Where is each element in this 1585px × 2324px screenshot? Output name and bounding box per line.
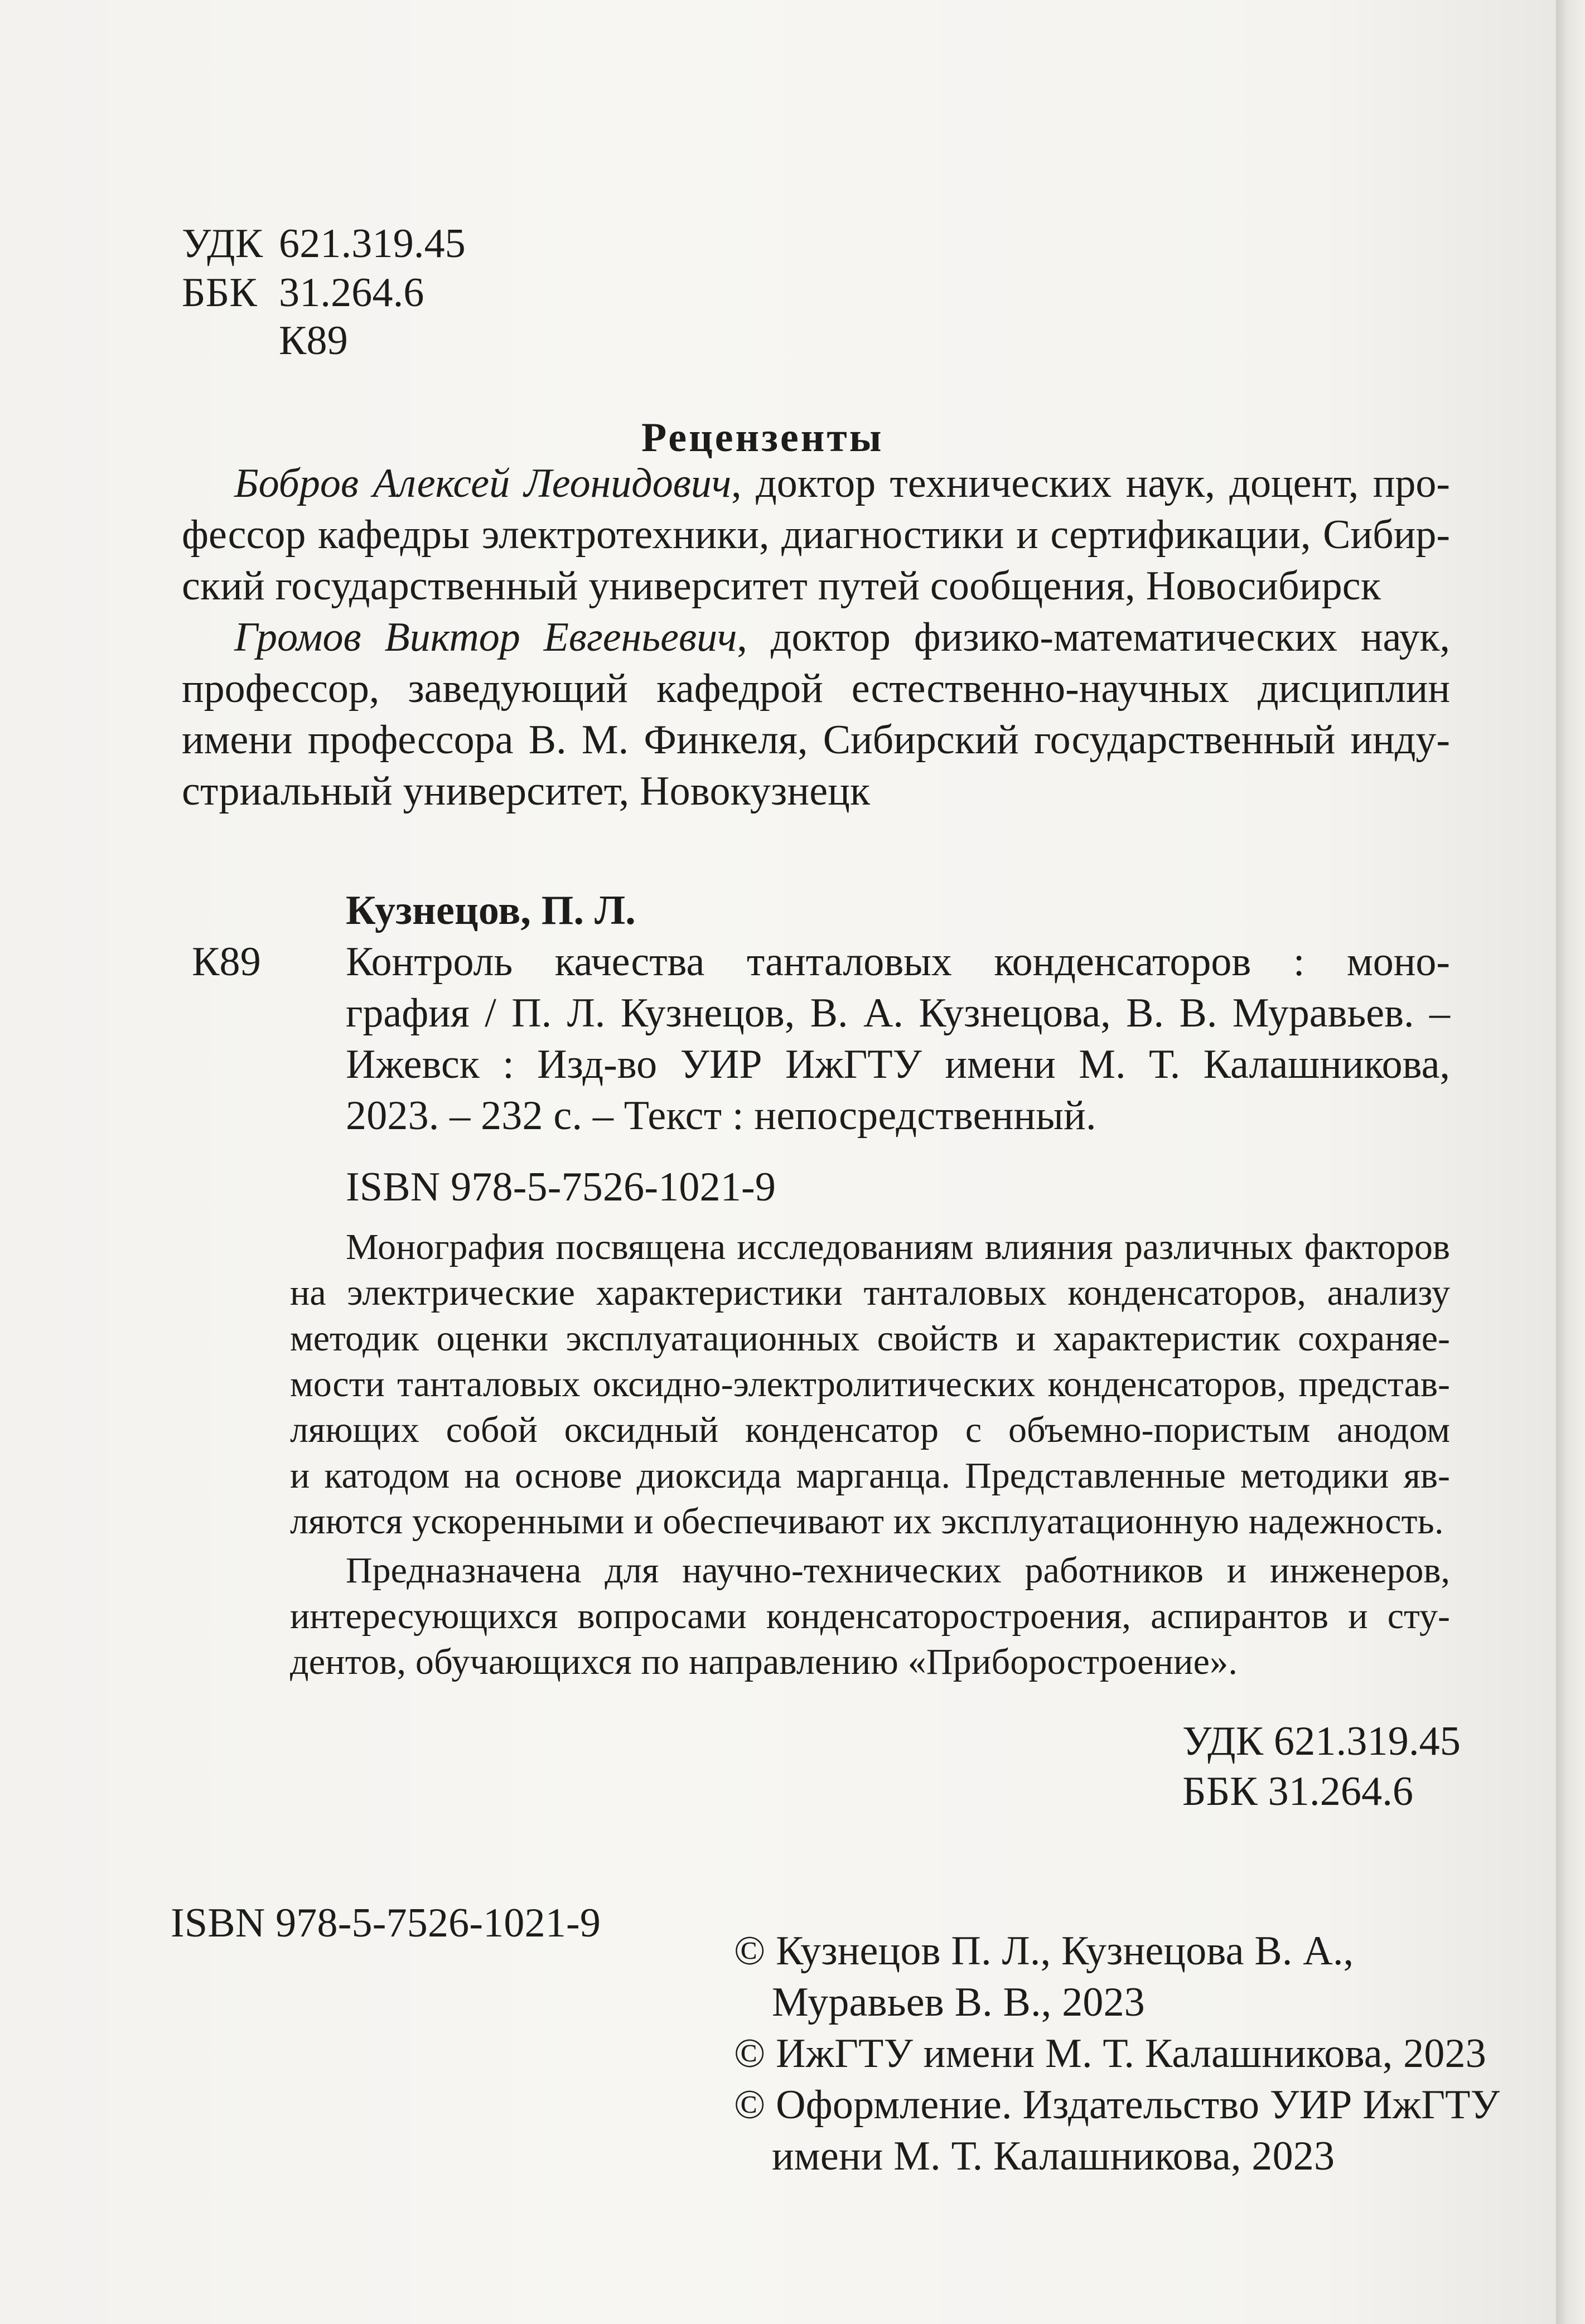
copyright-1-line-1: © Кузнецов П. Л., Кузнецова В. А., xyxy=(734,1928,1354,1974)
copyright-3-line-1: © Оформление. Издательство УИР ИжГТУ xyxy=(734,2082,1500,2128)
author-mark: К89 xyxy=(279,318,348,364)
annotation-p1-line-1: Монография посвящена исследованиям влияния различных факторов xyxy=(346,1227,1450,1267)
reviewer-1-name: Бобров Алексей Леонидович xyxy=(234,461,732,506)
copyright-3-line-2: имени М. Т. Калашникова, 2023 xyxy=(772,2133,1335,2179)
annotation-p1-line-5: ляющих собой оксидный конденсатор с объемно-пористым анодом xyxy=(290,1410,1450,1450)
copyright-2: © ИжГТУ имени М. Т. Калашникова, 2023 xyxy=(734,2031,1486,2076)
udk-value: 621.319.45 xyxy=(279,221,466,267)
record-line-2: графия / П. Л. Кузнецов, В. А. Кузнецова, В. В. Муравьев. – xyxy=(346,990,1450,1036)
record-author: Кузнецов, П. Л. xyxy=(346,888,636,933)
annotation-p1-line-3: методик оценки эксплуатационных свойств и характеристик сохраняе- xyxy=(290,1318,1450,1359)
annotation-p1-line-6: и катодом на основе диоксида марганца. Представленные методики яв- xyxy=(290,1455,1450,1496)
footer-udk: УДК 621.319.45 xyxy=(1182,1718,1461,1764)
reviewer-2-line-4: стриальный университет, Новокузнецк xyxy=(182,768,871,814)
reviewer-1-line-3: ский государственный университет путей сообщения, Новосибирск xyxy=(182,563,1381,609)
reviewer-2-name: Громов Виктор Евгеньевич xyxy=(234,614,737,660)
record-line-3: Ижевск : Изд-во УИР ИжГТУ имени М. Т. Калашникова, xyxy=(346,1042,1450,1087)
bbk-label: ББК xyxy=(182,270,257,316)
annotation-p2-line-3: дентов, обучающихся по направлению «Приборостроение». xyxy=(290,1642,1238,1682)
udk-label: УДК xyxy=(182,221,263,267)
record-isbn: ISBN 978-5-7526-1021-9 xyxy=(346,1164,776,1210)
reviewers-heading: Рецензенты xyxy=(641,415,884,461)
reviewer-1-line-2: фессор кафедры электротехники, диагностики и сертификации, Сибир- xyxy=(182,512,1450,558)
reviewer-2-line-2: профессор, заведующий кафедрой естественно-научных дисциплин xyxy=(182,666,1450,711)
reviewer-2-title: , доктор физико-математических наук, xyxy=(737,614,1451,660)
bbk-value: 31.264.6 xyxy=(279,270,424,316)
reviewer-2-line-1 xyxy=(234,614,1451,660)
annotation-p2-line-2: интересующихся вопросами конденсаторостроения, аспирантов и сту- xyxy=(290,1596,1450,1637)
page-edge xyxy=(1556,0,1585,2324)
copyright-1-line-2: Муравьев В. В., 2023 xyxy=(772,1979,1145,2025)
footer-bbk: ББК 31.264.6 xyxy=(1182,1769,1414,1814)
annotation-p1-line-4: мости танталовых оксидно-электролитических конденсаторов, представ- xyxy=(290,1364,1450,1405)
reviewer-1-line-1 xyxy=(234,463,1450,504)
annotation-p2-line-1: Предназначена для научно-технических работников и инженеров, xyxy=(346,1550,1450,1591)
record-mark: К89 xyxy=(192,939,261,985)
record-line-1: Контроль качества танталовых конденсаторов : моно- xyxy=(346,939,1450,985)
annotation-p1-line-7: ляются ускоренными и обеспечивают их эксплуатационную надежность. xyxy=(290,1501,1444,1542)
reviewer-1-title: , доктор технических наук, доцент, про- xyxy=(731,461,1451,506)
reviewer-2-line-3: имени профессора В. М. Финкеля, Сибирский государственный инду- xyxy=(182,717,1450,763)
annotation-p1-line-2: на электрические характеристики танталовых конденсаторов, анализу xyxy=(290,1272,1450,1313)
footer-isbn: ISBN 978-5-7526-1021-9 xyxy=(171,1900,601,1946)
record-line-4: 2023. – 232 с. – Текст : непосредственный. xyxy=(346,1093,1096,1139)
